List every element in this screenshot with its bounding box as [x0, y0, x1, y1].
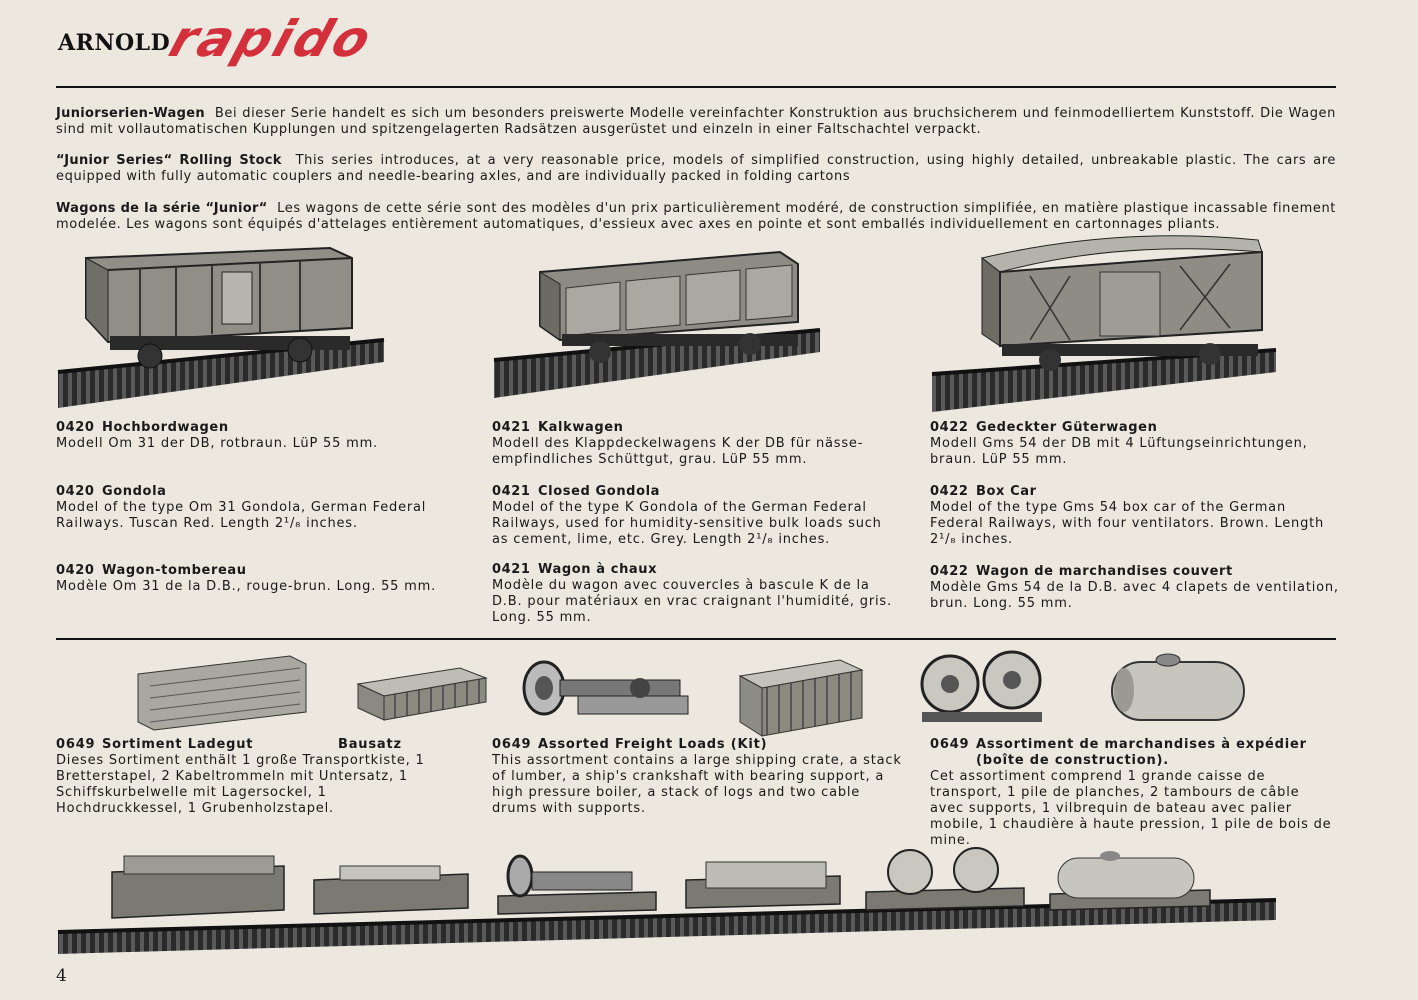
product-desc: Model of the type Om 31 Gondola, German Federal Railways. Tuscan Red. Length 2¹/₈ inches. — [56, 500, 427, 531]
brand-rapido-logo: rapido — [162, 10, 381, 68]
product-desc: Modèle Gms 54 de la D.B. avec 4 clapets de ventilation, brun. Long. 55 mm. — [930, 580, 1339, 611]
freight-name: Assorted Freight Loads (Kit) — [538, 737, 768, 752]
product-name: Wagon à chaux — [538, 562, 658, 577]
product-desc: Model of the type K Gondola of the German Federal Railways, used for humidity-sensitive bulk loads such as cement, lime, etc. Grey. Length 2¹/₈ inches. — [492, 500, 882, 547]
product-desc: Modèle du wagon avec couvercles à bascule K de la D.B. pour matériaux en vrac craignant l'humidité, gris. Long. 55 mm. — [492, 578, 892, 625]
intro-en — [56, 153, 1336, 185]
product-desc: Model of the type Gms 54 box car of the German Federal Railways, with four ventilators. Brown. Length 2¹/₈ inches. — [930, 500, 1325, 547]
product-0420-fr — [56, 563, 466, 595]
product-0420-de — [56, 420, 466, 452]
intro-de-text: Bei dieser Serie handelt es sich um besonders preiswerte Modelle vereinfachter Konstruktion aus bruchsicherem und feinmodelliertem Kunststoff. Die Wagen sind mit vollautomatischen Kupplungen und spitzengelagerten Radsätzen ausgerüstet und einzeln in einer Faltschachtel verpackt. — [56, 106, 1336, 137]
product-number: 0421 — [492, 420, 531, 435]
product-col-0420 — [56, 420, 466, 620]
freight-number: 0649 — [492, 737, 532, 752]
product-name: Gedeckter Güterwagen — [976, 420, 1158, 435]
product-0422-fr — [930, 564, 1340, 612]
product-number: 0421 — [492, 562, 531, 577]
intro-de-lead: Juniorserien-Wagen — [56, 106, 205, 121]
freight-desc: This assortment contains a large shipping crate, a stack of lumber, a ship's crankshaft with bearing support, a high pressure boiler, a stack of logs and two cable drums with supports. — [492, 753, 902, 816]
product-name: Kalkwagen — [538, 420, 624, 435]
product-col-0422 — [930, 420, 1340, 620]
freight-desc: Dieses Sortiment enthält 1 große Transportkiste, 1 Bretterstapel, 2 Kabeltrommeln mit Untersatz, 1 Schiffskurbelwelle mit Lagersockel, 1 Hochdruckkessel, 1 Grubenholzstapel. — [56, 753, 425, 816]
freight-desc: Cet assortiment comprend 1 grande caisse de transport, 1 pile de planches, 2 tambours de câble avec supports, 1 vilbrequin de bateau avec palier mobile, 1 chaudière à haute pression, 1 pile de bois de mine. — [930, 769, 1332, 848]
track-2 — [494, 330, 820, 398]
product-0422-en — [930, 484, 1340, 548]
kalkwagen-illustration — [540, 252, 798, 363]
intro-fr — [56, 201, 1336, 233]
product-number: 0420 — [56, 420, 95, 435]
brand-arnold-logo: ARNOLD — [58, 30, 171, 56]
page-number: 4 — [56, 966, 67, 986]
product-number: 0420 — [56, 484, 95, 499]
freight-train-illustration — [58, 848, 1276, 954]
product-name: Wagon de marchandises couvert — [976, 564, 1233, 579]
product-name: Wagon-tombereau — [102, 563, 247, 578]
freight-tag: Bausatz — [338, 737, 402, 752]
intro-fr-lead: Wagons de la série “Junior“ — [56, 201, 268, 216]
intro-fr-text: Les wagons de cette série sont des modèles d'un prix particulièrement modéré, de construction simplifiée, en matière plastique incassable finement modelée. Les wagons sont équipés d'attelages entièrement automatiques, d'essieux avec axes en pointe et sont emballés individuellement en cartonnages pliants. — [56, 201, 1336, 232]
intro-de — [56, 106, 1336, 138]
product-number: 0422 — [930, 484, 969, 499]
cable-drums-illustration — [922, 652, 1042, 722]
freight-number: 0649 — [56, 737, 96, 752]
lumber-stack-illustration — [358, 668, 486, 720]
product-number: 0422 — [930, 564, 969, 579]
product-desc: Modell des Klappdeckelwagens K der DB für nässe-empfindliches Schüttgut, grau. LüP 55 mm. — [492, 436, 864, 467]
product-number: 0420 — [56, 563, 95, 578]
product-0421-fr — [492, 562, 902, 626]
hochbordwagen-illustration — [86, 248, 352, 368]
product-0421-en — [492, 484, 902, 548]
product-name: Closed Gondola — [538, 484, 661, 499]
intro-en-text: This series introduces, at a very reasonable price, models of simplified construction, using highly detailed, unbreakable plastic. The cars are equipped with fully automatic couplers and needle-bearing axles, and are individually packed in folding cartons — [56, 153, 1336, 184]
product-desc: Modell Om 31 der DB, rotbraun. LüP 55 mm. — [56, 436, 378, 451]
product-desc: Modell Gms 54 der DB mit 4 Lüftungseinrichtungen, braun. LüP 55 mm. — [930, 436, 1308, 467]
product-name: Box Car — [976, 484, 1037, 499]
freight-name: Sortiment Ladegut — [102, 737, 254, 752]
freight-fr — [930, 737, 1336, 849]
product-name: Hochbordwagen — [102, 420, 229, 435]
freight-en — [492, 737, 902, 817]
product-number: 0422 — [930, 420, 969, 435]
product-number: 0421 — [492, 484, 531, 499]
product-0420-en — [56, 484, 466, 532]
product-name: Gondola — [102, 484, 167, 499]
logs-load-illustration — [138, 656, 306, 730]
boiler-illustration — [1112, 654, 1244, 720]
product-0422-de — [930, 420, 1340, 468]
shipping-crate-illustration — [740, 660, 862, 736]
intro-en-lead: “Junior Series“ Rolling Stock — [56, 153, 282, 168]
box-car-illustration — [982, 236, 1262, 371]
track-1 — [58, 340, 384, 408]
freight-number: 0649 — [930, 737, 970, 752]
track-3 — [932, 350, 1276, 412]
product-col-0421 — [492, 420, 902, 630]
middle-divider — [56, 638, 1336, 640]
product-0421-de — [492, 420, 902, 468]
top-divider — [56, 86, 1336, 88]
crankshaft-illustration — [524, 662, 688, 714]
product-desc: Modèle Om 31 de la D.B., rouge-brun. Long. 55 mm. — [56, 579, 437, 594]
freight-de — [56, 737, 436, 817]
freight-name: Assortiment de marchandises à expédier (boîte de construction). — [976, 737, 1307, 768]
